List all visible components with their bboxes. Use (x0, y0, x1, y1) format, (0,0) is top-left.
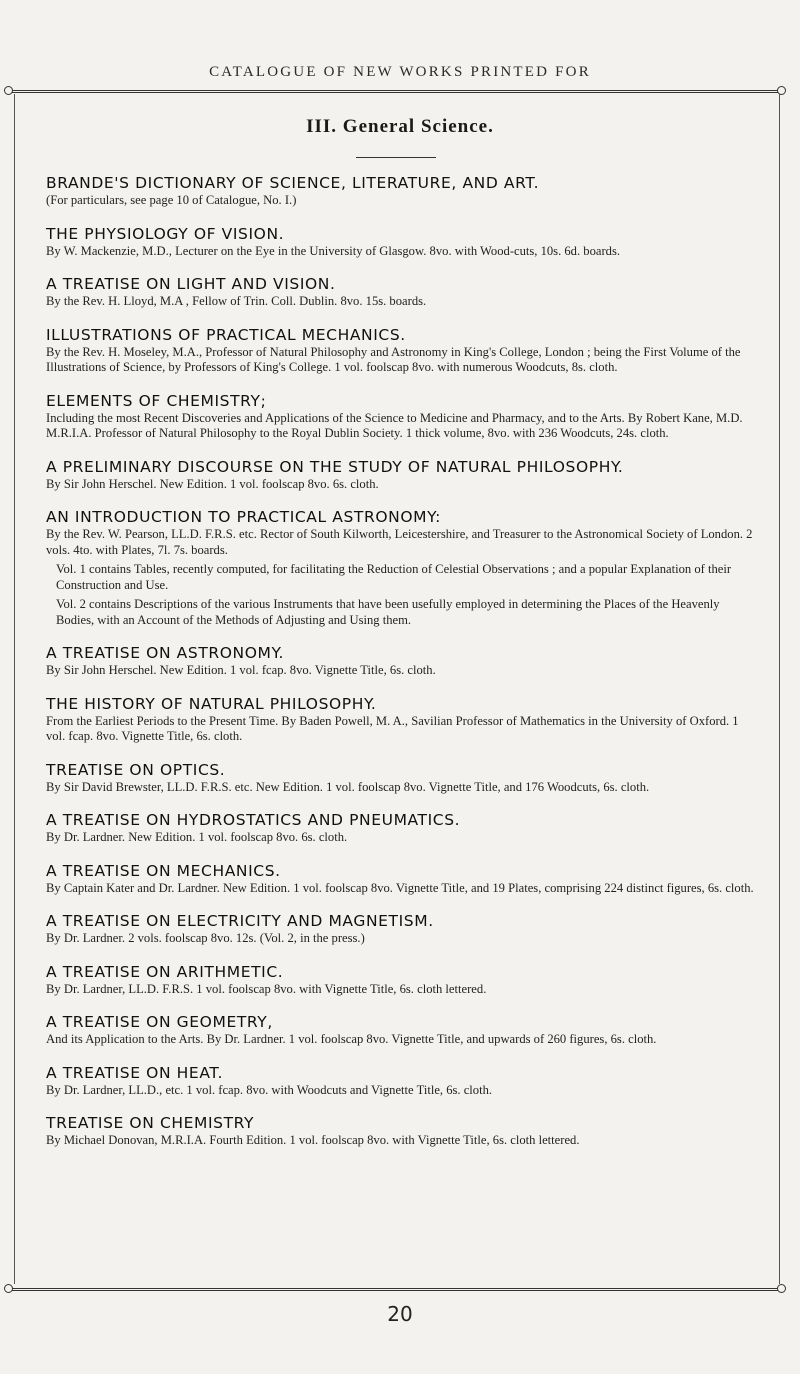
entry-volume-note: Vol. 1 contains Tables, recently computed, for facilitating the Reduction of Celestial Observations ; and a popular Explanation of their Construction and Use. (56, 562, 732, 592)
entry-title: TREATISE ON OPTICS. (46, 760, 226, 779)
catalogue-entry (46, 811, 758, 846)
catalogue-entry (46, 275, 758, 310)
entry-description: By the Rev. H. Moseley, M.A., Professor of Natural Philosophy and Astronomy in King's College, London ; being the First Volume of the Illustrations of Science, by Professors of King's College. 1 vol. foolscap 8vo. with numerous Woodcuts, 8s. cloth. (46, 344, 741, 374)
entry-description: And its Application to the Arts. By Dr. Lardner. 1 vol. foolscap 8vo. Vignette Title, and upwards of 260 figures, 6s. cloth. (46, 1032, 657, 1046)
catalogue-entry (46, 326, 758, 376)
right-border-rule (779, 94, 780, 1284)
catalogue-entry (46, 761, 758, 796)
catalogue-entry (46, 458, 758, 493)
running-head: CATALOGUE OF NEW WORKS PRINTED FOR (209, 64, 591, 80)
entry-description: By Dr. Lardner, LL.D. F.R.S. 1 vol. foolscap 8vo. with Vignette Title, 6s. cloth lettered. (46, 981, 487, 996)
border-ornament (777, 1284, 786, 1293)
entry-title: A TREATISE ON HEAT. (46, 1063, 224, 1082)
entry-title: A TREATISE ON HYDROSTATICS AND PNEUMATICS. (46, 811, 461, 829)
entry-title: ILLUSTRATIONS OF PRACTICAL MECHANICS. (46, 325, 406, 344)
entry-description: From the Earliest Periods to the Present Time. By Baden Powell, M. A., Savilian Professor of Mathematics in the University of Oxford. 1 vol. fcap. 8vo. Vignette Title, 6s. cloth. (46, 713, 739, 743)
catalogue-entry (46, 392, 758, 442)
border-ornament (4, 1284, 13, 1293)
entry-description: By the Rev. W. Pearson, LL.D. F.R.S. etc. Rector of South Kilworth, Leicestershire, and Treasurer to the Astronomical Society of London. 2 vols. 4to. with Plates, 7l. 7s. boards. (46, 527, 753, 557)
entry-description: By Michael Donovan, M.R.I.A. Fourth Edition. 1 vol. foolscap 8vo. with Vignette Title, 6s. cloth lettered. (46, 1133, 580, 1147)
entry-title: A TREATISE ON ARITHMETIC. (46, 962, 284, 981)
title-rule (356, 157, 436, 158)
catalogue-entry (46, 225, 758, 260)
page-number: 20 (387, 1302, 413, 1326)
catalogue-entry (46, 1064, 758, 1099)
entry-title: TREATISE ON CHEMISTRY (46, 1114, 255, 1132)
entry-description: By Captain Kater and Dr. Lardner. New Edition. 1 vol. foolscap 8vo. Vignette Title, and 19 Plates, comprising 224 distinct figures, 6s. cloth. (46, 880, 754, 895)
entry-title: A TREATISE ON GEOMETRY, (46, 1013, 273, 1031)
catalogue-entry (46, 862, 758, 897)
catalogue-entries (46, 174, 758, 1165)
entry-description: By Dr. Lardner. 2 vols. foolscap 8vo. 12s. (Vol. 2, in the press.) (46, 931, 365, 945)
catalogue-entry (46, 174, 758, 209)
catalogue-entry (46, 912, 758, 947)
catalogue-entry (46, 508, 758, 628)
catalogue-entry (46, 963, 758, 998)
entry-title: AN INTRODUCTION TO PRACTICAL ASTRONOMY: (46, 508, 441, 526)
entry-title: A PRELIMINARY DISCOURSE ON THE STUDY OF NATURAL PHILOSOPHY. (46, 457, 624, 476)
catalogue-entry (46, 1013, 758, 1048)
entry-volume-note: Vol. 2 contains Descriptions of the various Instruments that have been usefully employed in determining the Places of the Heavenly Bodies, with an Account of the Methods of Adjusting and Using them. (56, 597, 720, 627)
entry-title: A TREATISE ON MECHANICS. (46, 861, 281, 880)
entry-description: By Sir John Herschel. New Edition. 1 vol. fcap. 8vo. Vignette Title, 6s. cloth. (46, 663, 436, 677)
entry-description: By Dr. Lardner. New Edition. 1 vol. foolscap 8vo. 6s. cloth. (46, 830, 348, 844)
entry-description: (For particulars, see page 10 of Catalogue, No. I.) (46, 193, 297, 207)
top-border-rule (10, 90, 782, 93)
left-border-rule (14, 94, 15, 1284)
entry-description: By W. Mackenzie, M.D., Lecturer on the Eye in the University of Glasgow. 8vo. with Wood-cuts, 10s. 6d. boards. (46, 243, 620, 258)
bottom-border-rule (10, 1288, 782, 1291)
catalogue-entry (46, 644, 758, 679)
entry-title: A TREATISE ON LIGHT AND VISION. (46, 275, 336, 293)
entry-title: BRANDE'S DICTIONARY OF SCIENCE, LITERATURE, AND ART. (46, 174, 540, 192)
catalogue-entry (46, 695, 758, 745)
entry-description: Including the most Recent Discoveries and Applications of the Science to Medicine and Pharmacy, and to the Arts. By Robert Kane, M.D. M.R.I.A. Professor of Natural Philosophy to the Royal Dublin Society. 1 thick volume, 8vo. with 236 Woodcuts, 24s. cloth. (46, 410, 743, 440)
entry-title: A TREATISE ON ELECTRICITY AND MAGNETISM. (46, 912, 434, 930)
section-title: III. General Science. (306, 116, 494, 137)
entry-description: By the Rev. H. Lloyd, M.A , Fellow of Trin. Coll. Dublin. 8vo. 15s. boards. (46, 294, 427, 308)
entry-description: By Sir John Herschel. New Edition. 1 vol. foolscap 8vo. 6s. cloth. (46, 476, 379, 491)
entry-title: A TREATISE ON ASTRONOMY. (46, 644, 284, 662)
border-ornament (4, 86, 13, 95)
entry-description: By Dr. Lardner, LL.D., etc. 1 vol. fcap. 8vo. with Woodcuts and Vignette Title, 6s. cloth. (46, 1082, 493, 1097)
entry-description: By Sir David Brewster, LL.D. F.R.S. etc. New Edition. 1 vol. foolscap 8vo. Vignette Title, and 176 Woodcuts, 6s. cloth. (46, 779, 650, 794)
entry-title: ELEMENTS OF CHEMISTRY; (46, 391, 267, 410)
catalogue-entry (46, 1114, 758, 1149)
entry-title: THE HISTORY OF NATURAL PHILOSOPHY. (46, 694, 377, 713)
entry-title: THE PHYSIOLOGY OF VISION. (46, 224, 285, 243)
